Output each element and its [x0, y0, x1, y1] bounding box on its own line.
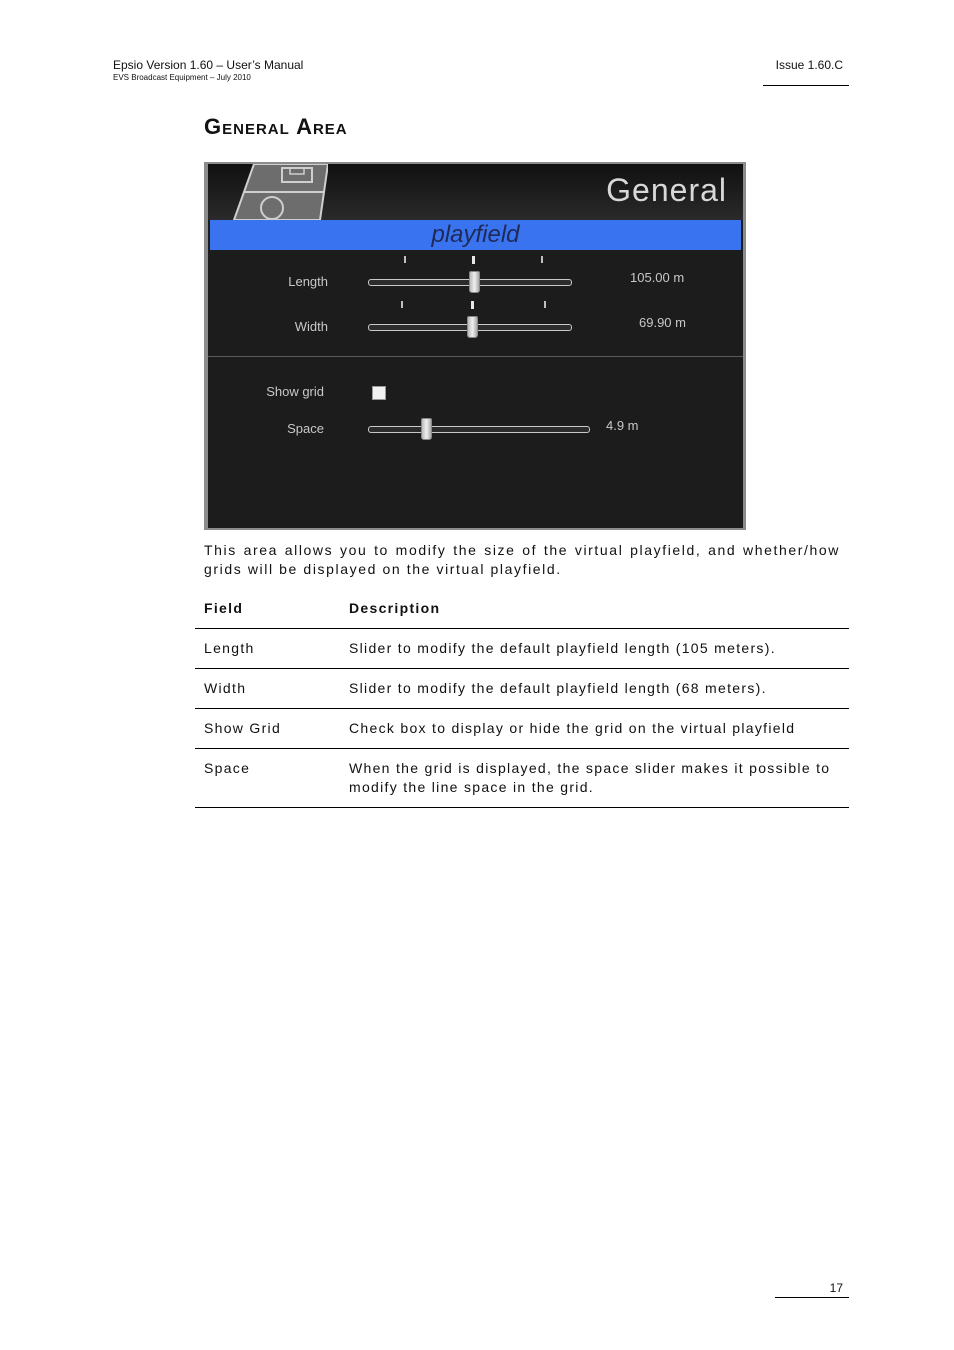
footer-rule [775, 1297, 849, 1298]
length-tick [472, 256, 475, 264]
panel-divider [208, 356, 743, 357]
table-cell-field: Width [195, 669, 340, 709]
table-header-description: Description [340, 592, 849, 629]
width-value: 69.90 m [639, 315, 686, 330]
table-row [195, 629, 849, 669]
playfield-bar-label: playfield [431, 221, 520, 248]
section-title: General Area [204, 114, 348, 139]
manual-title: Epsio Version 1.60 – User’s Manual [113, 58, 304, 72]
table-row [195, 749, 849, 808]
issue-label: Issue 1.60.C [775, 58, 843, 72]
table-cell-field: Length [195, 629, 340, 669]
panel-header [208, 164, 743, 220]
general-panel [208, 164, 743, 528]
space-slider-thumb[interactable] [421, 418, 432, 440]
page-number: 17 [829, 1281, 843, 1295]
width-tick [471, 301, 474, 309]
table-cell-description: Slider to modify the default playfield length (105 meters). [340, 629, 849, 669]
table-row [195, 709, 849, 749]
width-slider-thumb[interactable] [467, 316, 478, 338]
soccer-field-icon [216, 164, 328, 220]
show-grid-label: Show grid [266, 384, 324, 399]
space-label: Space [287, 421, 324, 436]
header-rule [763, 85, 849, 86]
general-panel-screenshot [204, 162, 746, 530]
page-header-left [113, 58, 303, 83]
table-cell-field: Space [195, 749, 340, 808]
length-tick [404, 256, 406, 263]
table-cell-description: When the grid is displayed, the space slider makes it possible to modify the line space in the grid. [340, 749, 849, 808]
table-row [195, 669, 849, 709]
length-slider-thumb[interactable] [469, 271, 480, 293]
show-grid-checkbox[interactable] [372, 386, 386, 400]
description-paragraph: This area allows you to modify the size of the virtual playfield, and whether/how grids will be displayed on the virtual playfield. [204, 542, 840, 577]
space-value: 4.9 m [606, 418, 639, 433]
width-tick [401, 301, 403, 308]
space-slider[interactable] [368, 426, 590, 433]
table-cell-description: Check box to display or hide the grid on the virtual playfield [340, 709, 849, 749]
manual-subtitle: EVS Broadcast Equipment – July 2010 [113, 73, 251, 82]
table-cell-description: Slider to modify the default playfield length (68 meters). [340, 669, 849, 709]
width-label: Width [294, 319, 328, 334]
table-header-row [195, 592, 849, 629]
table-header-field: Field [195, 592, 340, 629]
length-value: 105.00 m [630, 270, 685, 285]
width-tick [544, 301, 546, 308]
field-description-table [195, 592, 849, 808]
playfield-bar [210, 220, 741, 250]
length-tick [541, 256, 543, 263]
table-cell-field: Show Grid [195, 709, 340, 749]
panel-title: General [606, 172, 727, 208]
length-label: Length [288, 274, 328, 289]
